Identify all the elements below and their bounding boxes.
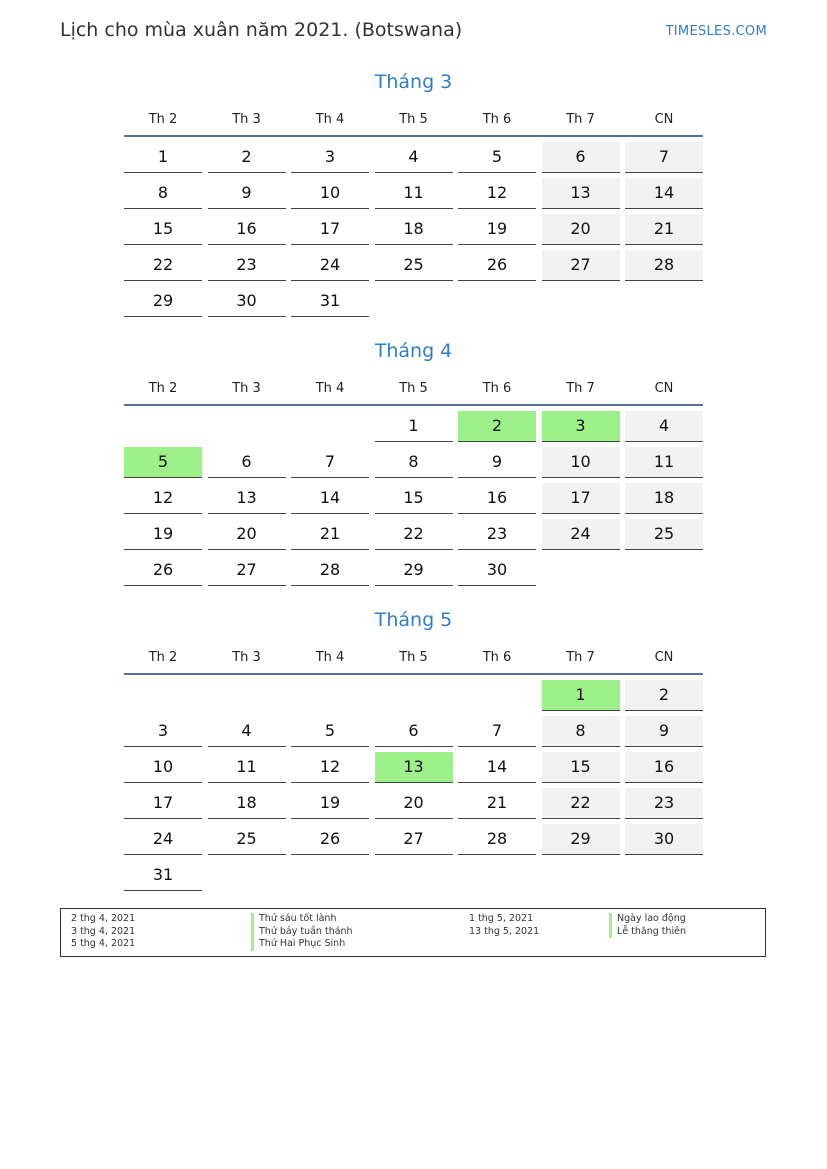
day-cell[interactable]: 29 (375, 555, 453, 586)
empty-cell (208, 680, 286, 711)
day-cell[interactable]: 31 (124, 860, 202, 891)
day-cell[interactable]: 3 (291, 142, 369, 173)
legend-holiday-name: Ngày lao động (609, 913, 686, 926)
day-cell[interactable]: 28 (458, 824, 536, 855)
day-cell[interactable]: 25 (375, 250, 453, 281)
day-cell[interactable]: 21 (625, 214, 703, 245)
header-divider (124, 673, 703, 675)
day-cell[interactable]: 17 (542, 483, 620, 514)
legend-holiday-name: Thứ bảy tuần thánh (251, 926, 353, 939)
empty-cell (375, 680, 453, 711)
empty-cell (458, 680, 536, 711)
weekday-label: Th 2 (148, 649, 178, 665)
legend-names-left (251, 913, 353, 951)
day-cell[interactable]: 12 (458, 178, 536, 209)
legend-holiday-name: Thứ sáu tốt lành (251, 913, 353, 926)
day-cell[interactable]: 17 (124, 788, 202, 819)
day-cell[interactable]: 6 (208, 447, 286, 478)
month-march (124, 69, 703, 317)
day-cell[interactable]: 29 (542, 824, 620, 855)
day-cell[interactable]: 29 (124, 286, 202, 317)
day-cell[interactable]: 3 (542, 411, 620, 442)
day-cell[interactable]: 6 (375, 716, 453, 747)
weekday-header (124, 105, 703, 133)
day-cell[interactable]: 11 (375, 178, 453, 209)
day-cell[interactable]: 22 (124, 250, 202, 281)
day-cell[interactable]: 30 (625, 824, 703, 855)
day-cell[interactable]: 4 (208, 716, 286, 747)
legend-date: 5 thg 4, 2021 (71, 938, 136, 949)
weekday-header (124, 643, 703, 671)
day-cell[interactable]: 15 (124, 214, 202, 245)
weekday-label: Th 7 (566, 111, 595, 127)
legend-holiday-name: Thứ Hai Phục Sinh (251, 938, 353, 951)
day-cell[interactable]: 25 (625, 519, 703, 550)
day-cell[interactable]: 20 (208, 519, 286, 550)
day-cell[interactable]: 24 (124, 824, 202, 855)
legend-date: 2 thg 4, 2021 (71, 913, 136, 924)
day-grid (124, 411, 703, 586)
weekday-label: Th 6 (482, 380, 512, 396)
day-cell[interactable]: 22 (375, 519, 453, 550)
legend-holiday-name: Lễ thăng thiên (609, 926, 686, 939)
day-cell[interactable]: 13 (208, 483, 286, 514)
month-may (124, 607, 703, 891)
day-cell[interactable]: 26 (291, 824, 369, 855)
day-cell[interactable]: 2 (458, 411, 536, 442)
day-cell[interactable]: 11 (208, 752, 286, 783)
month-april (124, 338, 703, 586)
day-cell[interactable]: 20 (542, 214, 620, 245)
month-title: Tháng 5 (374, 609, 453, 631)
day-cell[interactable]: 13 (542, 178, 620, 209)
day-grid (124, 680, 703, 891)
day-cell[interactable]: 18 (375, 214, 453, 245)
weekday-label: CN (654, 649, 674, 665)
weekday-label: Th 7 (566, 649, 595, 665)
weekday-label: Th 4 (315, 111, 345, 127)
day-cell[interactable]: 9 (458, 447, 536, 478)
day-cell[interactable]: 8 (124, 178, 202, 209)
day-cell[interactable]: 9 (625, 716, 703, 747)
day-cell[interactable]: 24 (291, 250, 369, 281)
day-grid (124, 142, 703, 317)
weekday-label: Th 2 (148, 380, 178, 396)
header-divider (124, 135, 703, 137)
day-cell[interactable]: 9 (208, 178, 286, 209)
weekday-label: CN (654, 380, 674, 396)
weekday-header (124, 374, 703, 402)
day-cell[interactable]: 8 (375, 447, 453, 478)
day-cell[interactable]: 5 (124, 447, 202, 478)
day-cell[interactable]: 26 (124, 555, 202, 586)
day-cell[interactable]: 1 (124, 142, 202, 173)
day-cell[interactable]: 15 (542, 752, 620, 783)
day-cell[interactable]: 2 (625, 680, 703, 711)
weekday-label: Th 3 (232, 649, 261, 665)
weekday-label: Th 5 (399, 111, 428, 127)
legend-date: 13 thg 5, 2021 (469, 925, 540, 937)
day-cell[interactable]: 23 (208, 250, 286, 281)
day-cell[interactable]: 12 (124, 483, 202, 514)
day-cell[interactable]: 31 (291, 286, 369, 317)
day-cell[interactable]: 24 (542, 519, 620, 550)
day-cell[interactable]: 28 (625, 250, 703, 281)
day-cell[interactable]: 21 (291, 519, 369, 550)
day-cell[interactable]: 14 (291, 483, 369, 514)
empty-cell (208, 411, 286, 442)
day-cell[interactable]: 19 (124, 519, 202, 550)
day-cell[interactable]: 14 (625, 178, 703, 209)
weekday-label: Th 5 (399, 380, 428, 396)
legend-date: 3 thg 4, 2021 (71, 925, 136, 937)
day-cell[interactable]: 16 (458, 483, 536, 514)
day-cell[interactable]: 20 (375, 788, 453, 819)
legend-dates-left (71, 913, 135, 951)
weekday-label: Th 5 (399, 649, 428, 665)
day-cell[interactable]: 4 (625, 411, 703, 442)
day-cell[interactable]: 25 (208, 824, 286, 855)
day-cell[interactable]: 21 (458, 788, 536, 819)
day-cell[interactable]: 4 (375, 142, 453, 173)
header-divider (124, 404, 703, 406)
day-cell[interactable]: 1 (375, 411, 453, 442)
brand-logo[interactable]: TIMESLES.COM (665, 24, 767, 39)
day-cell[interactable]: 15 (375, 483, 453, 514)
day-cell[interactable]: 7 (291, 447, 369, 478)
day-cell[interactable]: 6 (542, 142, 620, 173)
day-cell[interactable]: 14 (458, 752, 536, 783)
day-cell[interactable]: 17 (291, 214, 369, 245)
day-cell[interactable]: 23 (458, 519, 536, 550)
day-cell[interactable]: 7 (458, 716, 536, 747)
day-cell[interactable]: 26 (458, 250, 536, 281)
page-title: Lịch cho mùa xuân năm 2021. (Botswana) (60, 19, 463, 41)
weekday-label: Th 7 (566, 380, 595, 396)
day-cell[interactable]: 27 (375, 824, 453, 855)
weekday-label: Th 6 (482, 649, 512, 665)
day-cell[interactable]: 22 (542, 788, 620, 819)
weekday-label: Th 2 (148, 111, 178, 127)
day-cell[interactable]: 5 (291, 716, 369, 747)
month-title: Tháng 3 (374, 71, 453, 93)
holiday-legend (60, 908, 766, 957)
weekday-label: Th 3 (232, 111, 261, 127)
day-cell[interactable]: 18 (625, 483, 703, 514)
weekday-label: Th 6 (482, 111, 512, 127)
legend-names-right (609, 913, 686, 938)
day-cell[interactable]: 8 (542, 716, 620, 747)
day-cell[interactable]: 3 (124, 716, 202, 747)
weekday-label: Th 4 (315, 649, 345, 665)
day-cell[interactable]: 10 (124, 752, 202, 783)
day-cell[interactable]: 27 (208, 555, 286, 586)
day-cell[interactable]: 1 (542, 680, 620, 711)
day-cell[interactable]: 2 (208, 142, 286, 173)
day-cell[interactable]: 10 (542, 447, 620, 478)
day-cell[interactable]: 19 (291, 788, 369, 819)
day-cell[interactable]: 7 (625, 142, 703, 173)
weekday-label: Th 4 (315, 380, 345, 396)
day-cell[interactable]: 10 (291, 178, 369, 209)
day-cell[interactable]: 23 (625, 788, 703, 819)
day-cell[interactable]: 30 (458, 555, 536, 586)
day-cell[interactable]: 30 (208, 286, 286, 317)
legend-dates-right (469, 913, 539, 938)
day-cell[interactable]: 18 (208, 788, 286, 819)
empty-cell (124, 680, 202, 711)
day-cell[interactable]: 11 (625, 447, 703, 478)
day-cell[interactable]: 12 (291, 752, 369, 783)
day-cell[interactable]: 16 (625, 752, 703, 783)
empty-cell (124, 411, 202, 442)
day-cell[interactable]: 5 (458, 142, 536, 173)
day-cell[interactable]: 27 (542, 250, 620, 281)
weekday-label: CN (654, 111, 674, 127)
weekday-label: Th 3 (232, 380, 261, 396)
day-cell[interactable]: 28 (291, 555, 369, 586)
day-cell[interactable]: 13 (375, 752, 453, 783)
day-cell[interactable]: 16 (208, 214, 286, 245)
empty-cell (291, 411, 369, 442)
day-cell[interactable]: 19 (458, 214, 536, 245)
legend-date: 1 thg 5, 2021 (469, 913, 534, 924)
empty-cell (291, 680, 369, 711)
month-title: Tháng 4 (374, 340, 453, 362)
